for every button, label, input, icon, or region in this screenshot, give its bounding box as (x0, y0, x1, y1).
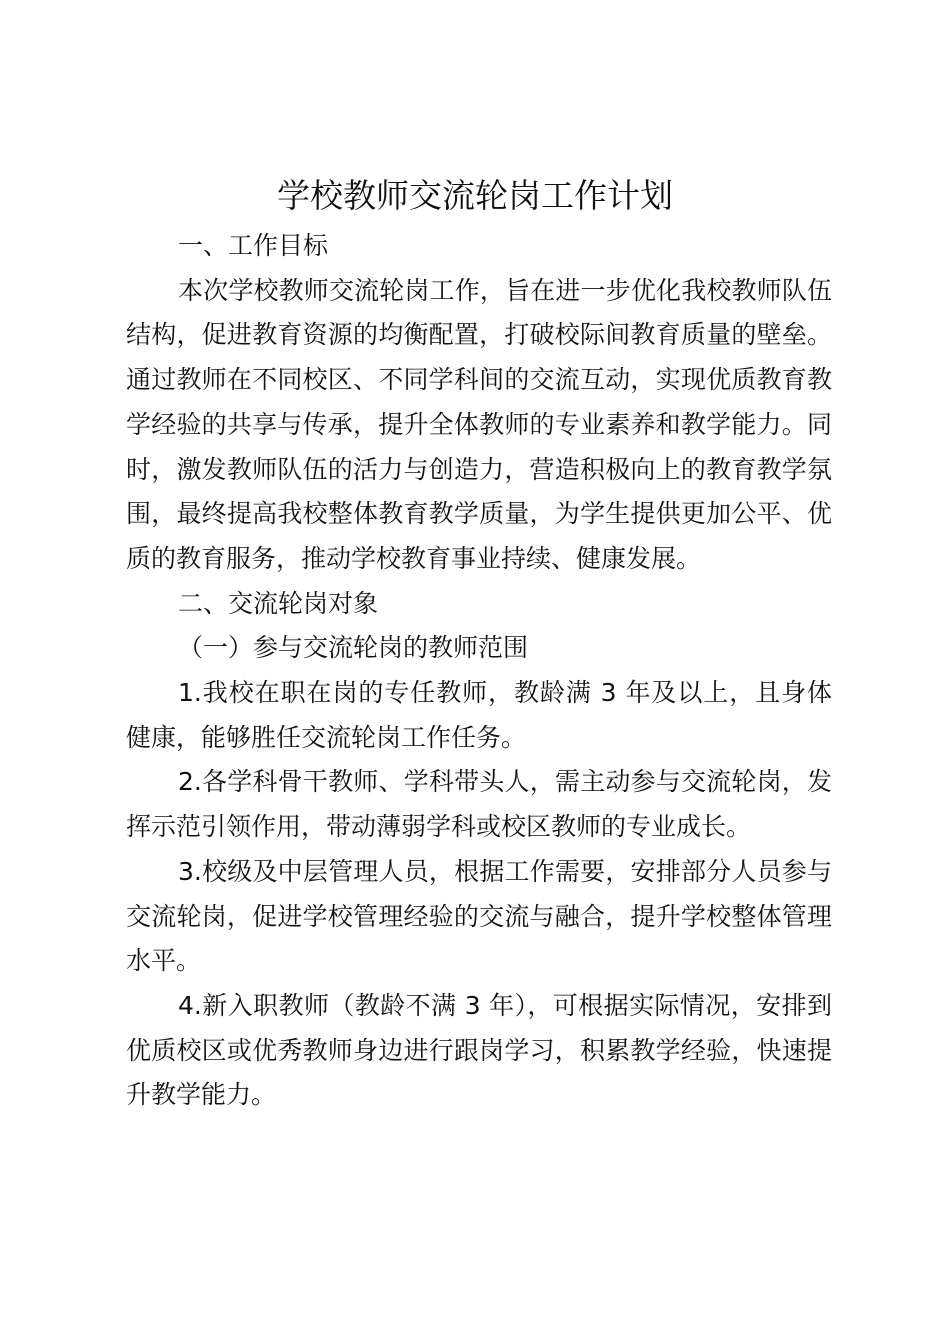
document-body (126, 224, 832, 1118)
document-title: 学校教师交流轮岗工作计划 (277, 176, 673, 215)
list-item-1: 1.我校在职在岗的专任教师，教龄满 3 年及以上，且身体健康，能够胜任交流轮岗工作任务。 (126, 678, 832, 752)
section-heading-goals: 一、工作目标 (178, 231, 329, 260)
list-item-4: 4.新入职教师（教龄不满 3 年），可根据实际情况，安排到优质校区或优秀教师身边进行跟岗学习，积累教学经验，快速提升教学能力。 (126, 990, 832, 1110)
subsection-heading-scope: （一）参与交流轮岗的教师范围 (178, 633, 529, 663)
list-item-2: 2.各学科骨干教师、学科带头人，需主动参与交流轮岗，发挥示范引领作用，带动薄弱学科或校区教师的专业成长。 (126, 767, 832, 842)
paragraph-goals: 本次学校教师交流轮岗工作，旨在进一步优化我校教师队伍结构，促进教育资源的均衡配置，打破校际间教育质量的壁垒。通过教师在不同校区、不同学科间的交流互动，实现优质教育教学经验的共享与传承，提升全体教师的专业素养和教学能力。同时，激发教师队伍的活力与创造力，营造积极向上的教育教学氛围，最终提高我校整体教育教学质量，为学生提供更加公平、优质的教育服务，推动学校教育事业持续、健康发展。 (126, 275, 832, 573)
section-heading-targets: 二、交流轮岗对象 (178, 588, 379, 618)
list-item-3: 3.校级及中层管理人员，根据工作需要，安排部分人员参与交流轮岗，促进学校管理经验的交流与融合，提升学校整体管理水平。 (126, 856, 832, 976)
